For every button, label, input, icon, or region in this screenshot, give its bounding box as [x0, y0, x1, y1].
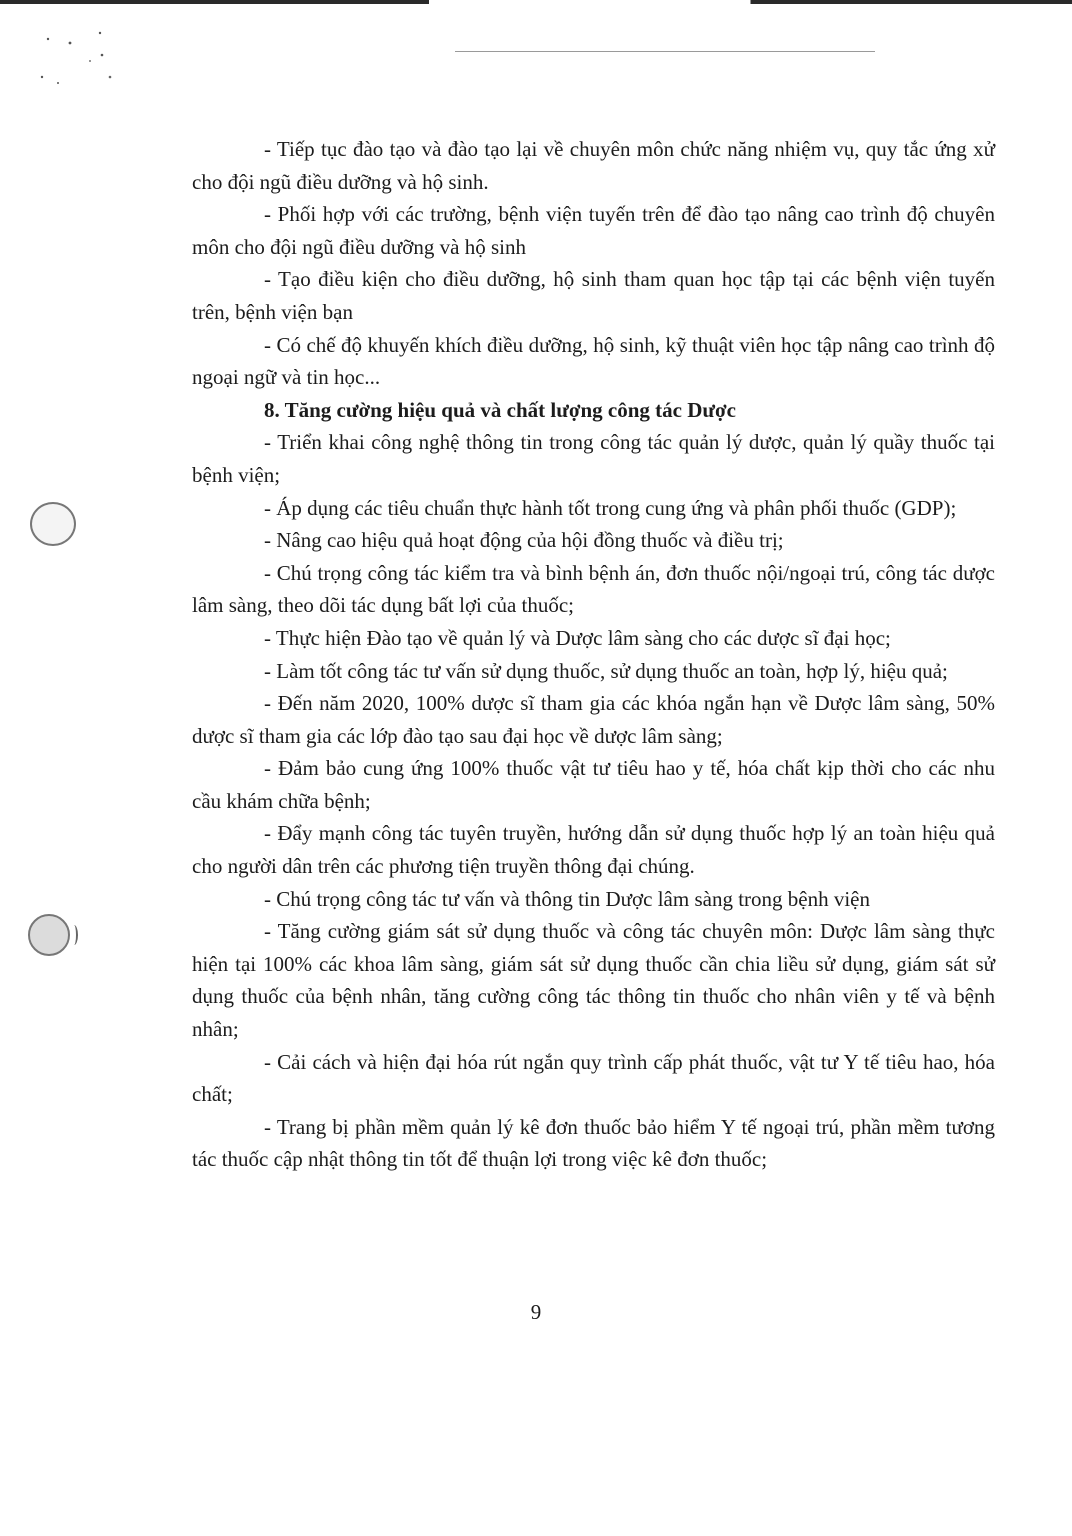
paragraph-clinical-info: - Chú trọng công tác tư vấn và thông tin Dược lâm sàng trong bệnh viện	[264, 886, 870, 911]
document-body	[192, 133, 995, 1176]
paragraph-pharmacist-training: - Thực hiện Đào tạo về quản lý và Dược lâm sàng cho các dược sĩ đại học;	[264, 625, 891, 650]
section-heading: 8. Tăng cường hiệu quả và chất lượng công tác Dược	[264, 397, 736, 422]
paragraph-communication: - Đẩy mạnh công tác tuyên truyền, hướng dẫn sử dụng thuốc hợp lý an toàn hiệu quả cho người dân trên các phương tiện truyền thông đại chúng.	[192, 821, 995, 879]
paragraph-record-review: - Chú trọng công tác kiểm tra và bình bệnh án, đơn thuốc nội/ngoại trú, công tác dược lâm sàng, theo dõi tác dụng bất lợi của thuốc;	[192, 560, 995, 618]
paragraph-drug-council: - Nâng cao hiệu quả hoạt động của hội đồng thuốc và điều trị;	[264, 528, 784, 553]
paragraph-cooperation: - Phối hợp với các trường, bệnh viện tuyến trên để đào tạo nâng cao trình độ chuyên môn cho đội ngũ điều dưỡng và hộ sinh	[192, 202, 995, 259]
page-number: 9	[530, 1300, 542, 1324]
paragraph-supply: - Đảm bảo cung ứng 100% thuốc vật tư tiêu hao y tế, hóa chất kịp thời cho các nhu cầu khám chữa bệnh;	[192, 756, 995, 813]
paragraph-software: - Trang bị phần mềm quản lý kê đơn thuốc bảo hiểm Y tế ngoại trú, phần mềm tương tác thuốc cập nhật thông tin tốt để thuận lợi trong việc kê đơn thuốc;	[192, 1114, 995, 1172]
paragraph-training: - Tiếp tục đào tạo và đào tạo lại về chuyên môn chức năng nhiệm vụ, quy tắc ứng xử cho đội ngũ điều dưỡng và hộ sinh.	[192, 137, 995, 194]
paragraph-study-visits: - Tạo điều kiện cho điều dưỡng, hộ sinh tham quan học tập tại các bệnh viện tuyến trên, bệnh viện bạn	[192, 267, 995, 324]
paragraph-2020-target: - Đến năm 2020, 100% dược sĩ tham gia các khóa ngắn hạn về Dược lâm sàng, 50% dược sĩ tham gia các lớp đào tạo sau đại học về dược lâm sàng;	[192, 691, 995, 748]
scan-edge-top	[0, 0, 1072, 4]
punch-hole-lower-edge	[70, 925, 78, 945]
paragraph-reform: - Cải cách và hiện đại hóa rút ngắn quy trình cấp phát thuốc, vật tư Y tế tiêu hao, hóa chất;	[192, 1049, 995, 1107]
punch-hole-upper	[30, 502, 76, 546]
paragraph-gdp: - Áp dụng các tiêu chuẩn thực hành tốt trong cung ứng và phân phối thuốc (GDP);	[264, 495, 957, 520]
paragraph-counseling: - Làm tốt công tác tư vấn sử dụng thuốc, sử dụng thuốc an toàn, hợp lý, hiệu quả;	[264, 658, 948, 683]
scan-specks	[30, 25, 120, 105]
punch-hole-lower	[28, 914, 70, 956]
paragraph-it-pharmacy: - Triển khai công nghệ thông tin trong công tác quản lý dược, quản lý quầy thuốc tại bệnh viện;	[192, 430, 995, 487]
paragraph-supervision: - Tăng cường giám sát sử dụng thuốc và công tác chuyên môn: Dược lâm sàng thực hiện tại 100% các khoa lâm sàng, giám sát sử dụng thuốc cần chia liều sử dụng, giám sát sử dụng thuốc của bệnh nhân, tăng cường công tác thông tin thuốc cho nhân viên y tế và bệnh nhân;	[192, 919, 995, 1042]
paragraph-language-it: - Có chế độ khuyến khích điều dưỡng, hộ sinh, kỹ thuật viên học tập nâng cao trình độ ngoại ngữ và tin học...	[192, 332, 995, 390]
header-rule	[455, 51, 875, 52]
